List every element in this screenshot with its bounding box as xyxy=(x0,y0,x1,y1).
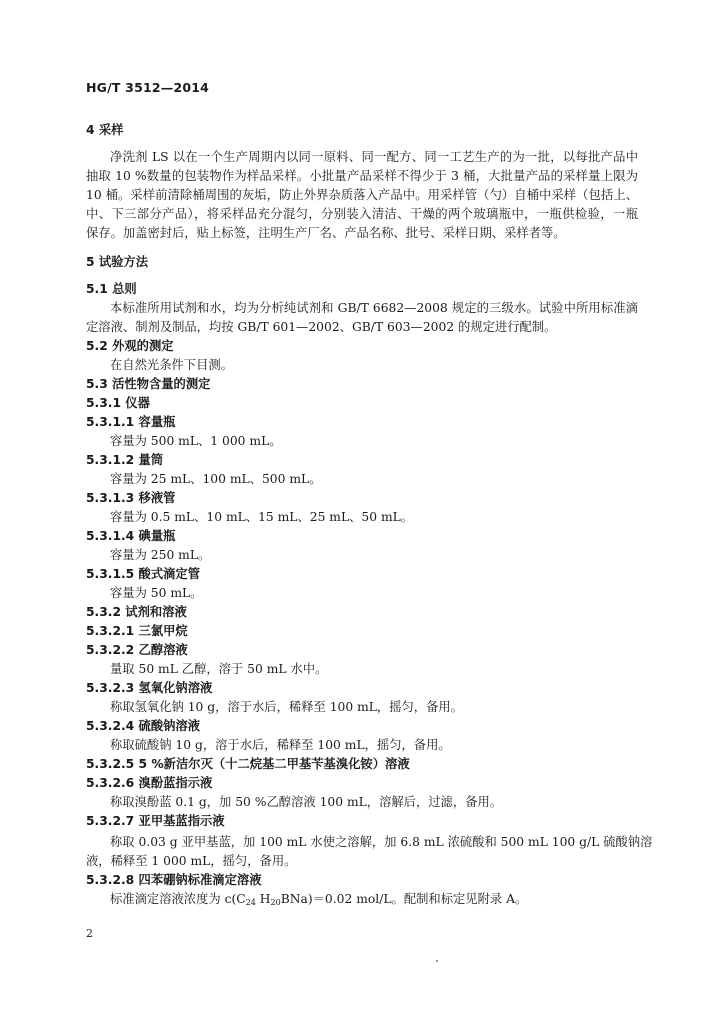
section-5-3-1-1-heading: 5.3.1.1 容量瓶 xyxy=(86,415,176,429)
formula-prefix: 标准滴定溶液浓度为 c(C xyxy=(110,892,246,906)
section-4-line-3: 10 桶。采样前清除桶周围的灰垢，防止外界杂质落入产品中。用采样管（勺）自桶中采样（包括上、 xyxy=(86,188,638,202)
section-5-3-1-heading: 5.3.1 仪器 xyxy=(86,396,150,410)
formula-subscript-c: 24 xyxy=(245,898,256,907)
section-4-line-4: 中、下三部分产品），将采样品充分混匀，分别装入清洁、干燥的两个玻璃瓶中，一瓶供检验，一瓶 xyxy=(86,207,638,221)
section-5-3-2-7-line-2: 液，稀释至 1 000 mL，摇匀，备用。 xyxy=(86,854,297,868)
section-5-3-1-2-heading: 5.3.1.2 量筒 xyxy=(86,453,164,467)
section-5-3-1-3-heading: 5.3.1.3 移液管 xyxy=(86,491,176,505)
section-5-3-2-4-text: 称取硫酸钠 10 g，溶于水后，稀释至 100 mL，摇匀，备用。 xyxy=(110,738,451,752)
formula-h: H xyxy=(255,892,271,906)
section-4-line-2: 抽取 10 %数量的包装物作为样品采样。小批量产品采样不得少于 3 桶，大批量产品的采样量上限为 xyxy=(86,169,638,183)
page-number: 2 xyxy=(86,927,93,940)
section-5-1-line-2: 定溶液、制剂及制品，均按 GB/T 601—2002、GB/T 603—2002 的规定进行配制。 xyxy=(86,320,557,334)
section-5-3-2-1-heading: 5.3.2.1 三氯甲烷 xyxy=(86,624,188,638)
section-5-3-2-8-heading: 5.3.2.8 四苯硼钠标准滴定溶液 xyxy=(86,873,262,887)
section-5-3-1-3-text: 容量为 0.5 mL、10 mL、15 mL、25 mL、50 mL。 xyxy=(110,510,414,524)
section-5-3-2-2-heading: 5.3.2.2 乙醇溶液 xyxy=(86,643,188,657)
section-5-3-2-3-text: 称取氢氧化钠 10 g，溶于水后，稀释至 100 mL，摇匀，备用。 xyxy=(110,700,463,714)
section-5-3-1-1-text: 容量为 500 mL、1 000 mL。 xyxy=(110,434,282,448)
section-5-3-2-4-heading: 5.3.2.4 硫酸钠溶液 xyxy=(86,719,201,733)
section-4-line-1: 净洗剂 LS 以在一个生产周期内以同一原料、同一配方、同一工艺生产的为一批，以每批产品中 xyxy=(110,150,638,164)
section-5-3-2-8-text xyxy=(110,891,527,907)
section-5-3-2-3-heading: 5.3.2.3 氢氧化钠溶液 xyxy=(86,681,213,695)
section-5-1-heading: 5.1 总则 xyxy=(86,282,137,296)
section-5-3-1-4-text: 容量为 250 mL。 xyxy=(110,548,211,562)
standard-number: HG/T 3512—2014 xyxy=(86,80,210,95)
section-5-3-2-6-heading: 5.3.2.6 溴酚蓝指示液 xyxy=(86,776,213,790)
section-5-3-2-5-heading: 5.3.2.5 5 %新洁尔灭（十二烷基二甲基苄基溴化铵）溶液 xyxy=(86,757,410,771)
section-5-3-2-2-text: 量取 50 mL 乙醇，溶于 50 mL 水中。 xyxy=(110,662,328,676)
section-5-3-2-7-line-1: 称取 0.03 g 亚甲基蓝，加 100 mL 水使之溶解，加 6.8 mL 浓硫酸和 500 mL 100 g/L 硫酸钠溶 xyxy=(110,835,653,849)
section-5-3-heading: 5.3 活性物含量的测定 xyxy=(86,377,211,391)
section-5-3-1-5-text: 容量为 50 mL。 xyxy=(110,586,203,600)
section-5-2-text: 在自然光条件下目测。 xyxy=(110,358,233,372)
section-5-2-heading: 5.2 外观的测定 xyxy=(86,339,174,353)
section-5-3-1-4-heading: 5.3.1.4 碘量瓶 xyxy=(86,529,176,543)
section-5-3-1-2-text: 容量为 25 mL、100 mL、500 mL。 xyxy=(110,472,322,486)
formula-subscript-h: 20 xyxy=(270,898,281,907)
section-5-1-line-1: 本标准所用试剂和水，均为分析纯试剂和 GB/T 6682—2008 规定的三级水。试验中所用标准滴 xyxy=(110,301,638,315)
section-5-3-2-heading: 5.3.2 试剂和溶液 xyxy=(86,605,187,619)
section-5-3-2-7-heading: 5.3.2.7 亚甲基蓝指示液 xyxy=(86,814,225,828)
section-4-line-5: 保存。加盖密封后，贴上标签，注明生产厂名、产品名称、批号、采样日期、采样者等。 xyxy=(86,226,566,240)
section-5-3-1-5-heading: 5.3.1.5 酸式滴定管 xyxy=(86,567,201,581)
scan-speck xyxy=(436,960,438,962)
section-4-heading: 4 采样 xyxy=(86,123,124,137)
section-5-3-2-6-text: 称取溴酚蓝 0.1 g，加 50 %乙醇溶液 100 mL，溶解后，过滤，备用。 xyxy=(110,795,503,809)
formula-suffix: BNa)＝0.02 mol/L。配制和标定见附录 A。 xyxy=(280,892,528,906)
section-5-heading: 5 试验方法 xyxy=(86,255,149,269)
